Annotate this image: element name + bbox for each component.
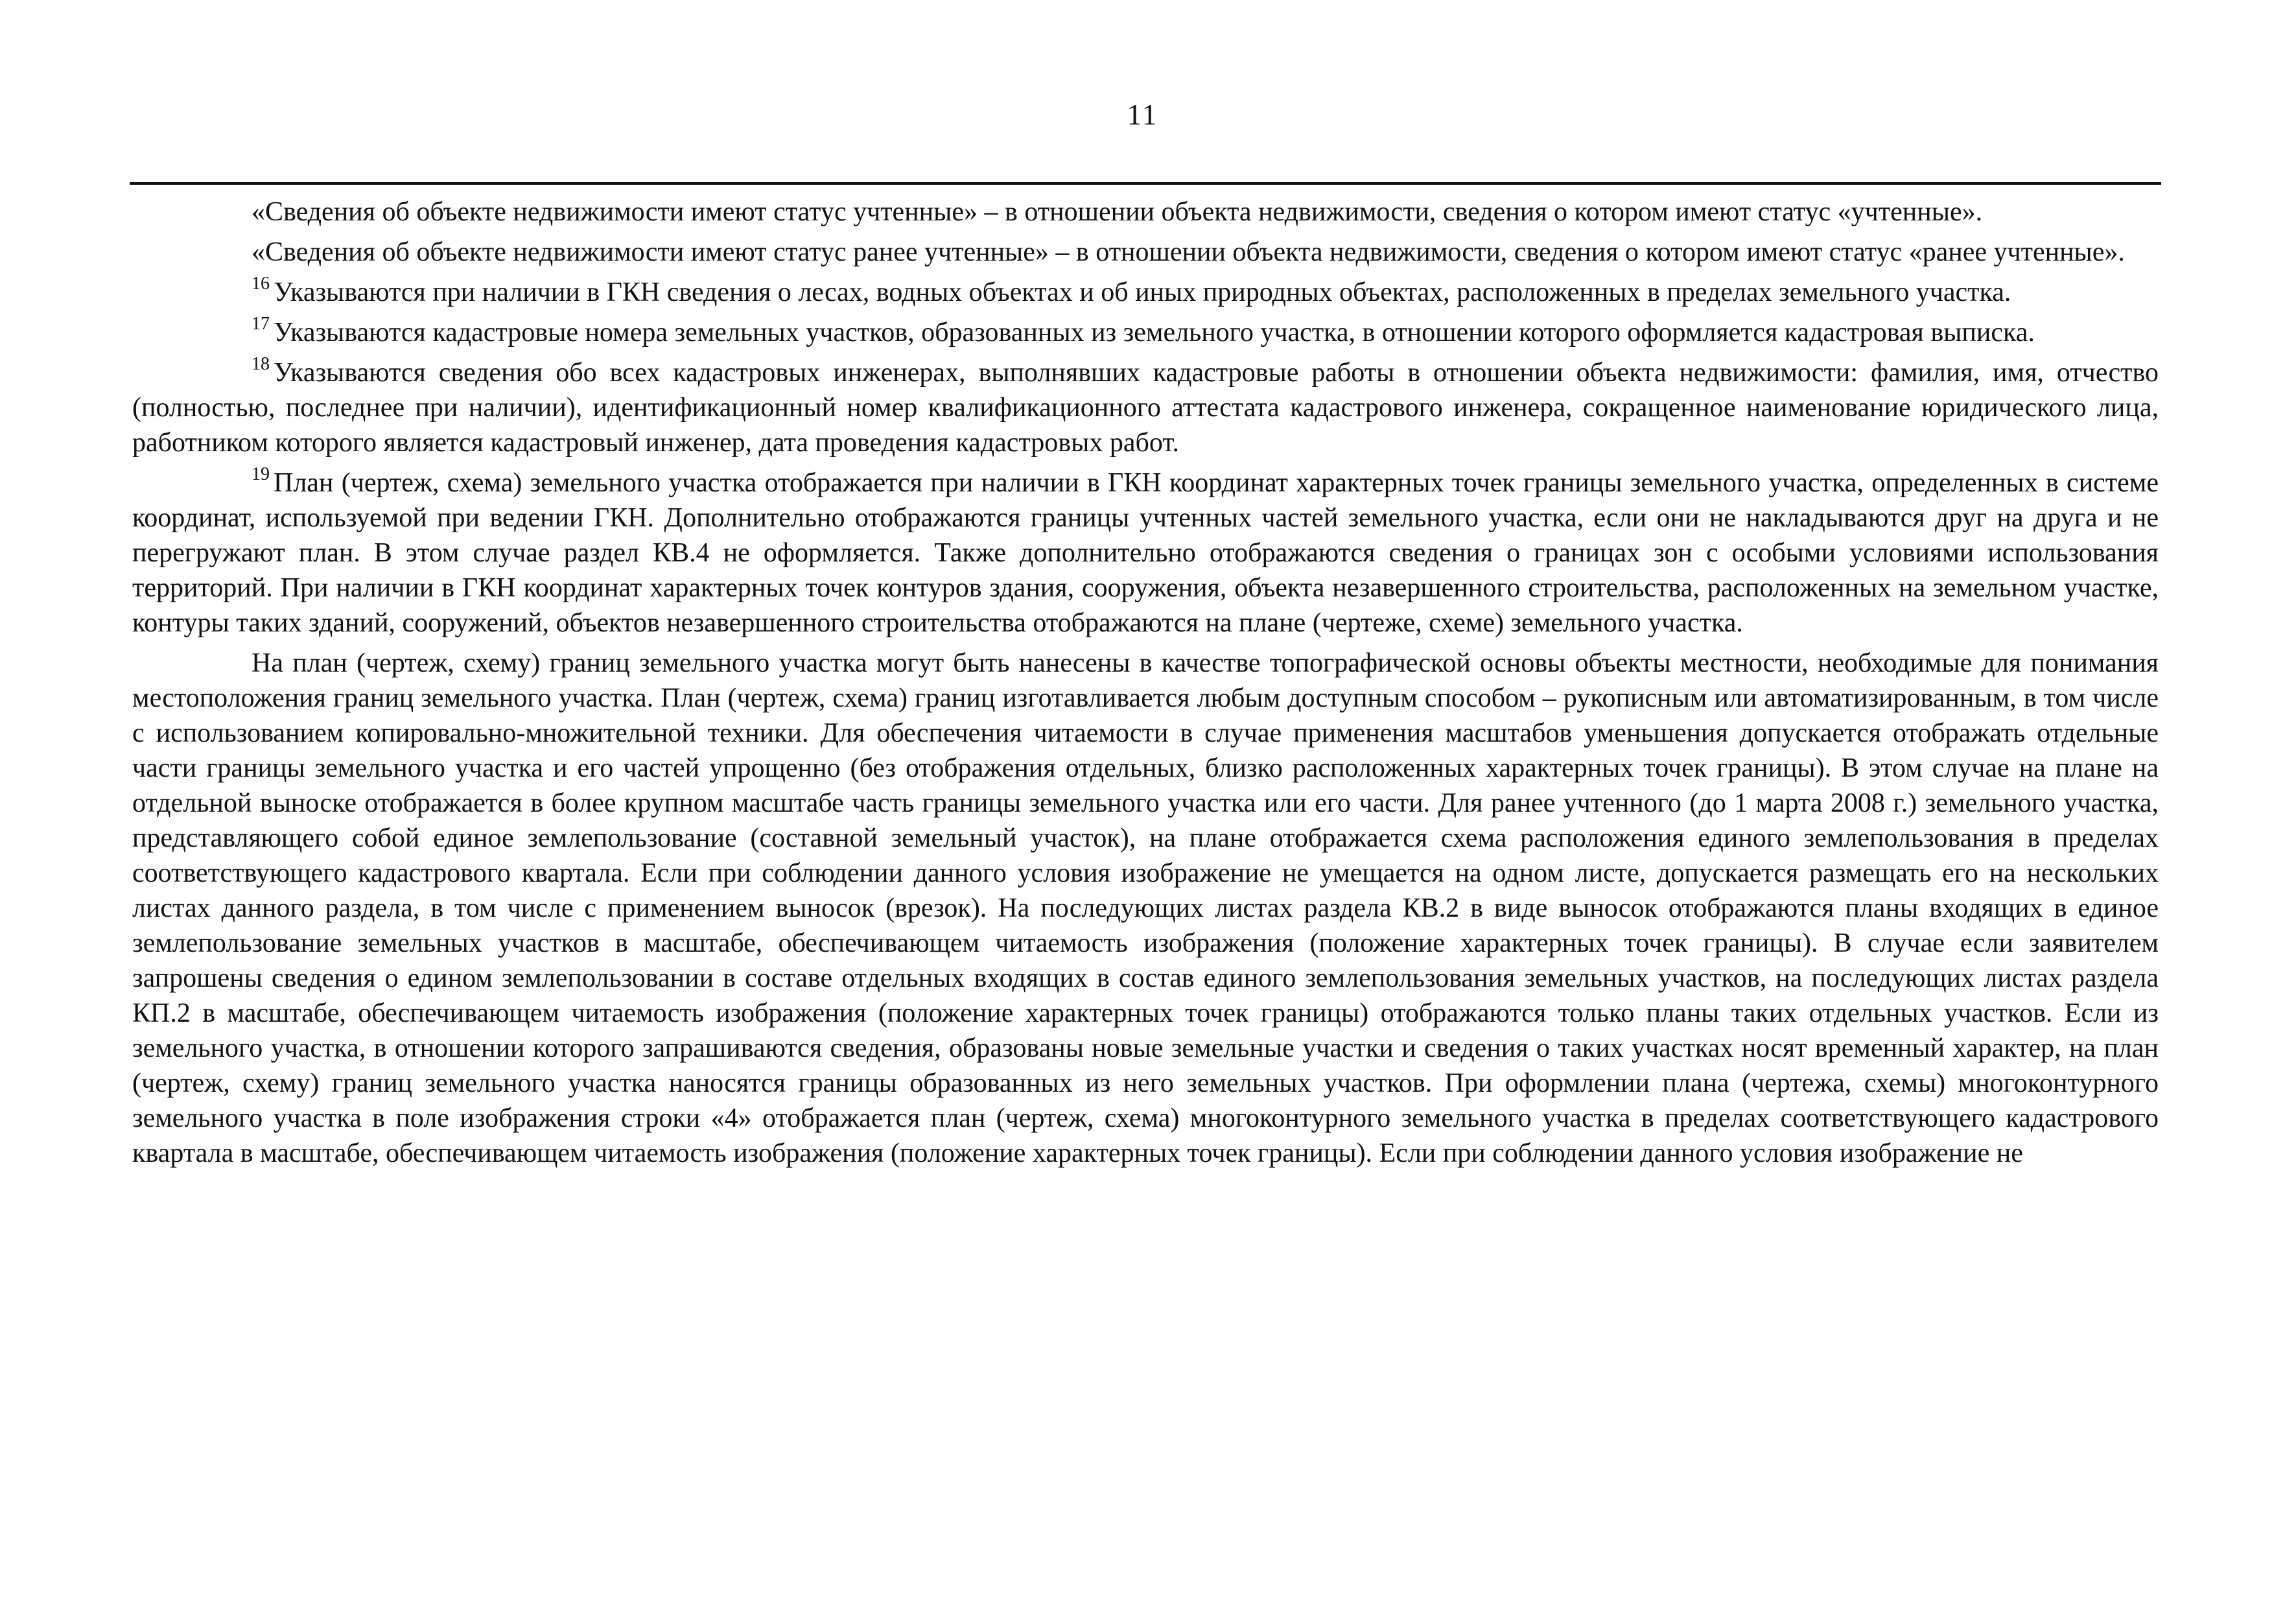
document-body <box>132 194 2159 1171</box>
footnote-mark: 16 <box>252 274 270 294</box>
footnote-text: Указываются сведения обо всех кадастровых инженерах, выполнявших кадастровые работы в отношении объекта недвижимости: фамилия, имя, отчество (полностью, последнее при наличии), идентификационный номер квалификационного аттестата кадастрового инженера, сокращенное наименование юридического лица, работником которого является кадастровый инженер, дата проведения кадастровых работ. <box>132 358 2159 458</box>
footnote-18 <box>132 355 2159 460</box>
footnote-17 <box>132 315 2159 350</box>
plan-requirements-paragraph: На план (чертеж, схему) границ земельного участка могут быть нанесены в качестве топографической основы объекты местности, необходимые для понимания местоположения границ земельного участка. План (чертеж, схема) границ изготавливается любым доступным способом – рукописным или автоматизированным, в том числе с использованием копировально-множительной техники. Для обеспечения читаемости в случае применения масштабов уменьшения допускается отображать отдельные части границы земельного участка и его частей упрощенно (без отображения отдельных, близко расположенных характерных точек границы). В этом случае на плане на отдельной выноске отображается в более крупном масштабе часть границы земельного участка или его части. Для ранее учтенного (до 1 марта 2008 г.) земельного участка, представляющего собой единое землепользование (составной земельный участок), на плане отображается схема расположения единого землепользования в пределах соответствующего кадастрового квартала. Если при соблюдении данного условия изображение не умещается на одном листе, допускается размещать его на нескольких листах данного раздела, в том числе с применением выносок (врезок). На последующих листах раздела КВ.2 в виде выносок отображаются планы входящих в единое землепользование земельных участков в масштабе, обеспечивающем читаемость изображения (положение характерных точек границы). В случае если заявителем запрошены сведения о едином землепользовании в составе отдельных входящих в состав единого землепользования земельных участков, на последующих листах раздела КП.2 в масштабе, обеспечивающем читаемость изображения (положение характерных точек границы) отображаются только планы таких отдельных участков. Если из земельного участка, в отношении которого запрашиваются сведения, образованы новые земельные участки и сведения о таких участках носят временный характер, на план (чертеж, схему) границ земельного участка наносятся границы образованных из него земельных участков. При оформлении плана (чертежа, схемы) многоконтурного земельного участка в поле изображения строки «4» отображается план (чертеж, схема) многоконтурного земельного участка в пределах соответствующего кадастрового квартала в масштабе, обеспечивающем читаемость изображения (положение характерных точек границы). Если при соблюдении данного условия изображение не <box>132 648 2159 1168</box>
status-paragraph-accounted: «Сведения об объекте недвижимости имеют статус учтенные» – в отношении объекта недвижимости, сведения о котором имеют статус «учтенные». <box>252 197 1983 227</box>
footnote-text: План (чертеж, схема) земельного участка отображается при наличии в ГКН координат характерных точек границы земельного участка, определенных в системе координат, используемой при ведении ГКН. Дополнительно отображаются границы учтенных частей земельного участка, если они не накладываются друг на друга и не перегружают план. В этом случае раздел КВ.4 не оформляется. Также дополнительно отображаются сведения о границах зон с особыми условиями использования территорий. При наличии в ГКН координат характерных точек контуров здания, сооружения, объекта незавершенного строительства, расположенных на земельном участке, контуры таких зданий, сооружений, объектов незавершенного строительства отображаются на плане (чертеже, схеме) земельного участка. <box>132 468 2159 638</box>
page-number: 11 <box>1127 98 1158 131</box>
footnote-mark: 18 <box>252 354 270 374</box>
footnote-mark: 17 <box>252 314 270 334</box>
footnote-mark: 19 <box>252 464 270 484</box>
footnote-16 <box>132 275 2159 310</box>
footnote-text: Указываются кадастровые номера земельных участков, образованных из земельного участка, в отношении которого оформляется кадастровая выписка. <box>274 318 2035 347</box>
header-divider <box>130 182 2161 185</box>
footnote-19 <box>132 465 2159 641</box>
footnote-text: Указываются при наличии в ГКН сведения о лесах, водных объектах и об иных природных объектах, расположенных в пределах земельного участка. <box>274 277 2011 307</box>
status-paragraph-previously-accounted: «Сведения об объекте недвижимости имеют статус ранее учтенные» – в отношении объекта недвижимости, сведения о котором имеют статус «ранее учтенные». <box>252 237 2125 267</box>
